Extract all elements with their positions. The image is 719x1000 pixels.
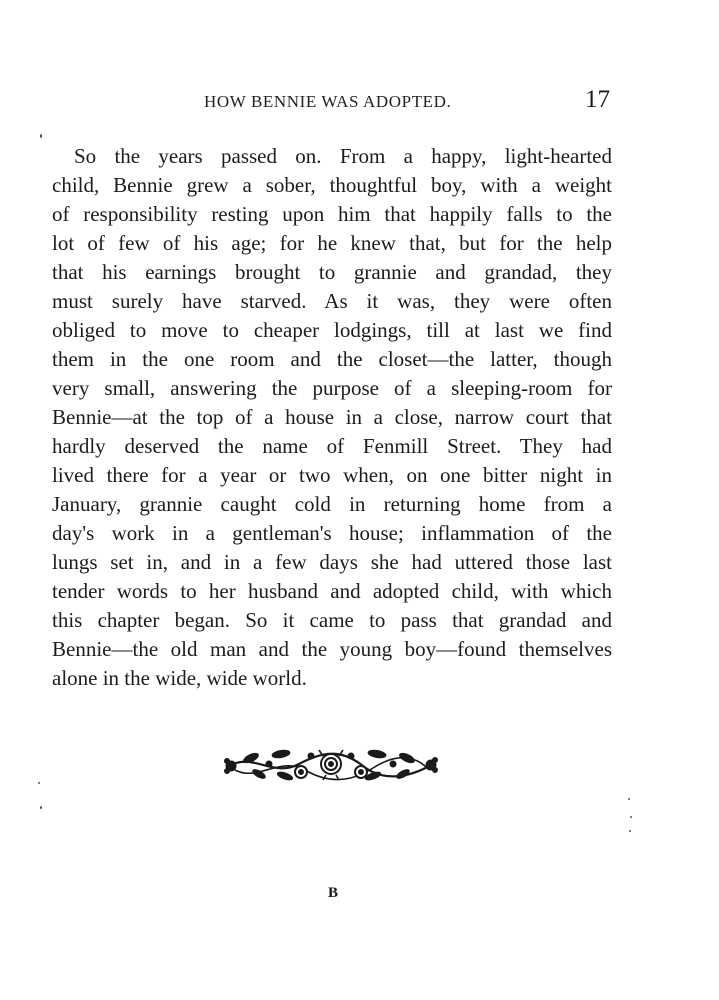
text-line: alone in the wide, wide world. [52, 666, 307, 690]
text-line: lungs set in, and in a few days she had uttered those last [52, 550, 612, 574]
running-head: HOW BENNIE WAS ADOPTED. [204, 92, 452, 111]
text-line: very small, answering the purpose of a sleeping-room for [52, 376, 612, 400]
text-line: must surely have starved. As it was, they were often [52, 289, 612, 313]
text-line: of responsibility resting upon him that happily falls to the [52, 202, 612, 226]
body-paragraph [52, 142, 612, 693]
text-line: this chapter began. So it came to pass that grandad and [52, 608, 612, 632]
text-line: that his earnings brought to grannie and grandad, they [52, 260, 612, 284]
text-line: child, Bennie grew a sober, thoughtful boy, with a weight [52, 173, 612, 197]
text-line: day's work in a gentleman's house; inflammation of the [52, 521, 612, 545]
text-line: January, grannie caught cold in returning home from a [52, 492, 612, 516]
text-line: So the years passed on. From a happy, light-hearted [74, 144, 612, 168]
print-speck [630, 816, 632, 818]
text-line: Bennie—the old man and the young boy—found themselves [52, 637, 612, 661]
print-speck [629, 830, 631, 832]
text-line: hardly deserved the name of Fenmill Street. They had [52, 434, 612, 458]
print-speck [38, 782, 40, 784]
text-line: tender words to her husband and adopted child, with which [52, 579, 612, 603]
text-line: them in the one room and the closet—the latter, though [52, 347, 612, 371]
print-speck [40, 134, 42, 138]
floral-vignette-icon [223, 742, 439, 788]
page-number: 17 [585, 86, 610, 113]
print-speck [40, 806, 42, 809]
text-line: lived there for a year or two when, on one bitter night in [52, 463, 612, 487]
text-line: lot of few of his age; for he knew that, but for the help [52, 231, 612, 255]
print-speck [628, 798, 630, 800]
signature-mark: B [328, 885, 339, 901]
text-line: obliged to move to cheaper lodgings, till at last we find [52, 318, 612, 342]
text-line: Bennie—at the top of a house in a close, narrow court that [52, 405, 612, 429]
